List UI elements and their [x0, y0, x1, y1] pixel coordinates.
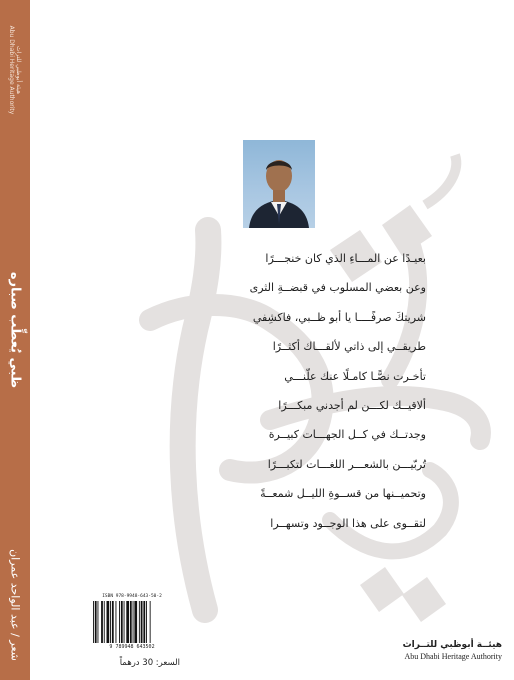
book-spine: [0, 0, 30, 680]
publisher-name-en: Abu Dhabi Heritage Authority: [404, 652, 502, 661]
publisher-logo: [370, 640, 502, 661]
poem-line-9: وتحميــنها من قســوةِ الليــل شمعــةً: [260, 487, 426, 501]
price-label: السعر: 30 درهماً: [119, 658, 180, 668]
back-cover: [30, 0, 514, 680]
isbn-barcode: [90, 594, 174, 656]
poem-line-8: تُربّيـــن بالشعـــر اللغـــات لتكبـــرًا: [267, 457, 426, 471]
spine-title: ظبي يُعطِّب صباره: [7, 271, 23, 389]
barcode-digits: 9 789948 643502: [109, 644, 155, 650]
poem-line-2: وعن بعضي المسلوب في قبضــةِ الثرى: [249, 281, 426, 295]
isbn-text: ISBN 978-9948-643-50-2: [102, 594, 162, 599]
author-portrait-icon: [243, 140, 315, 228]
author-photo: [243, 140, 315, 228]
poem-line-4: طريقــي إلى ذاتي لألقـــاك أكثــرًا: [272, 340, 426, 354]
poem-line-6: ألاقيــك لكـــن لم أجدني مبكـــرًا: [278, 398, 426, 412]
publisher-name-ar: هيئــة أبوظبي للتــراث: [402, 640, 502, 650]
spine-publisher-ar: هيئة أبوظبي للتراث: [15, 45, 22, 95]
barcode-bars-icon: [93, 601, 173, 643]
spine-publisher: [8, 26, 22, 115]
poem: [90, 248, 426, 542]
spine-publisher-en: Abu Dhabi Heritage Authority: [8, 25, 15, 115]
poem-line-1: بعيـدًا عن المـــاءِ الذي كان خنجـــرًا: [265, 252, 426, 265]
poem-line-7: وجدتــك في كــل الجهـــات كبيــرة: [268, 428, 426, 442]
poem-line-5: تأخـرت نصًّـا كامـلًا عنك علّنـــي: [284, 369, 426, 383]
spine-author: شعر / عبد الواحد عمران: [8, 549, 22, 661]
poem-line-10: لتقــوى على هذا الوجــود وتسهــرا: [270, 516, 426, 530]
poem-line-3: شريتكَ صرفًــــا يا أبو ظــبي، فاكشِفي: [252, 310, 426, 324]
